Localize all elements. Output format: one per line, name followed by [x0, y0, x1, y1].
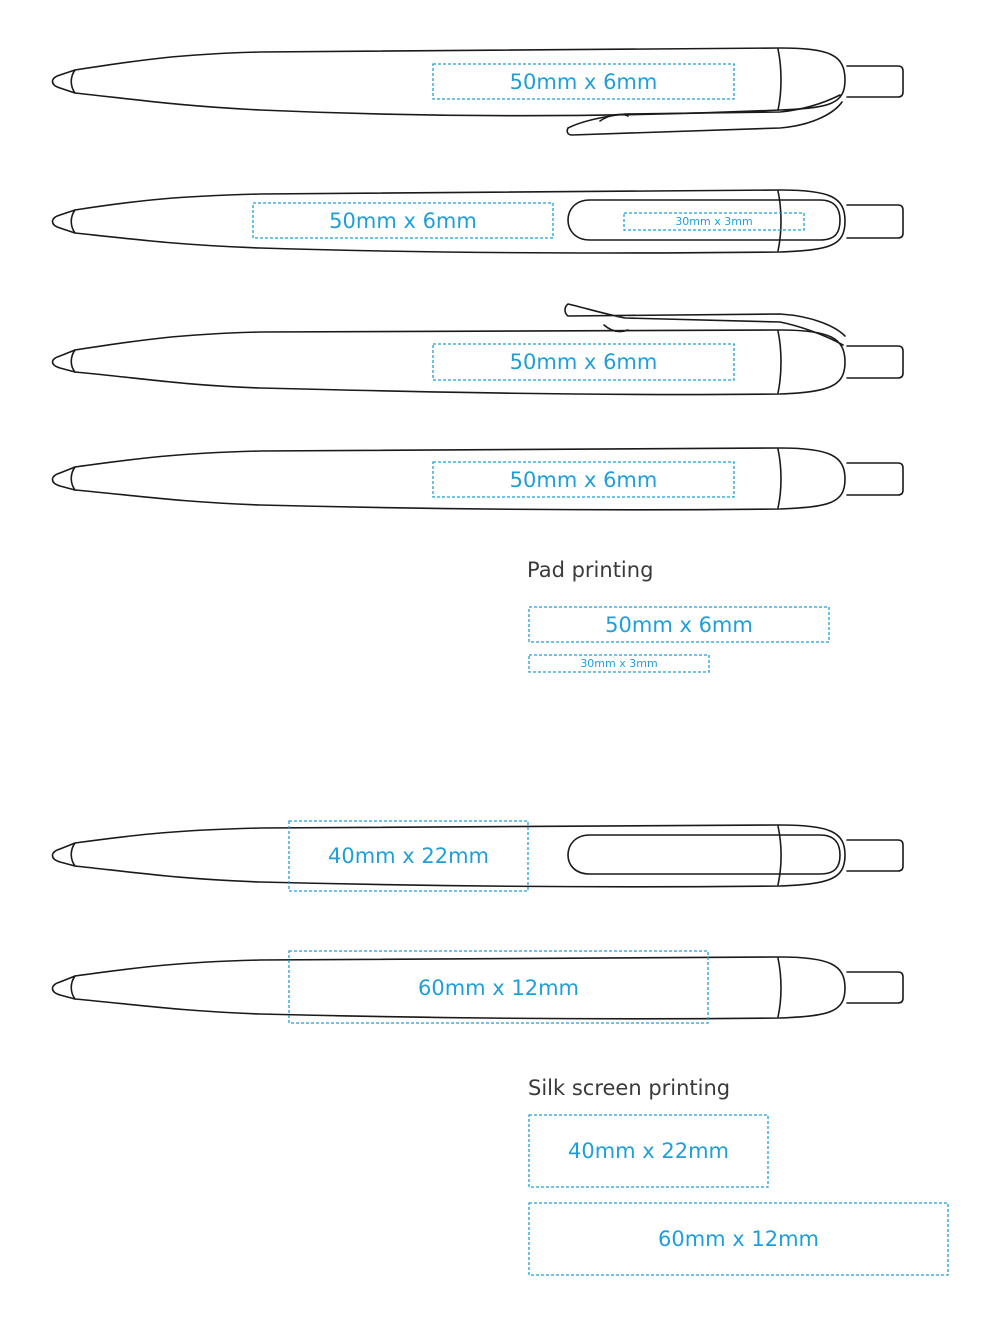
pen-5-clip [568, 835, 840, 874]
pen-4-tip [71, 467, 75, 490]
pen-6 [53, 951, 904, 1023]
pen-4-button [847, 463, 903, 495]
pen-4 [53, 448, 904, 510]
pen-1-print-area [433, 64, 734, 99]
pen-1-body [53, 48, 846, 116]
pen-3-print-area [433, 344, 734, 380]
pad-legend-area-1-label: 50mm x 6mm [605, 613, 753, 637]
pen-4-seam [778, 449, 781, 508]
pad-printing-legend [529, 607, 829, 672]
pen-1-area-label: 50mm x 6mm [509, 70, 658, 94]
pen-2-tip [71, 210, 75, 233]
pen-2-button [847, 205, 903, 238]
pad-printing-title: Pad printing [527, 558, 654, 582]
pen-3-tip [71, 350, 75, 372]
pen-6-seam [778, 958, 781, 1017]
pen-6-tip [71, 976, 75, 999]
pen-2-print-area-clip [624, 213, 804, 230]
pen-4-body [53, 448, 846, 510]
pen-3 [53, 304, 904, 395]
pen-5 [53, 821, 904, 891]
pen-1 [53, 48, 904, 135]
pen-4-print-area [433, 462, 734, 497]
pad-legend-area-2-label: 30mm x 3mm [580, 657, 658, 670]
pen-2 [53, 190, 904, 253]
pen-4-area-label: 50mm x 6mm [509, 468, 658, 492]
silk-screen-legend [529, 1115, 948, 1275]
silk-screen-printing-title: Silk screen printing [528, 1076, 731, 1100]
silk-legend-area-1-label: 40mm x 22mm [567, 1139, 730, 1163]
pen-3-clip [565, 304, 845, 345]
pen-6-print-area [289, 951, 708, 1023]
pen-3-body [53, 330, 846, 395]
pen-5-button [847, 840, 903, 871]
pen-2-clip-area-label: 30mm x 3mm [675, 215, 753, 228]
pen-2-print-area-main [253, 203, 553, 238]
pen-5-print-area [289, 821, 528, 891]
pen-5-area-label: 40mm x 22mm [327, 844, 490, 868]
pen-3-area-label: 50mm x 6mm [509, 350, 658, 374]
pen-1-button [847, 66, 903, 97]
pen-6-button [847, 972, 903, 1003]
pen-1-tip [71, 70, 75, 93]
silk-legend-area-2-label: 60mm x 12mm [657, 1227, 820, 1251]
pen-5-tip [71, 843, 75, 866]
pen-2-area-label: 50mm x 6mm [329, 209, 477, 233]
pen-3-button [847, 346, 903, 378]
pen-3-seam [778, 331, 781, 393]
pen-6-area-label: 60mm x 12mm [417, 976, 580, 1000]
pen-1-seam [778, 49, 781, 110]
